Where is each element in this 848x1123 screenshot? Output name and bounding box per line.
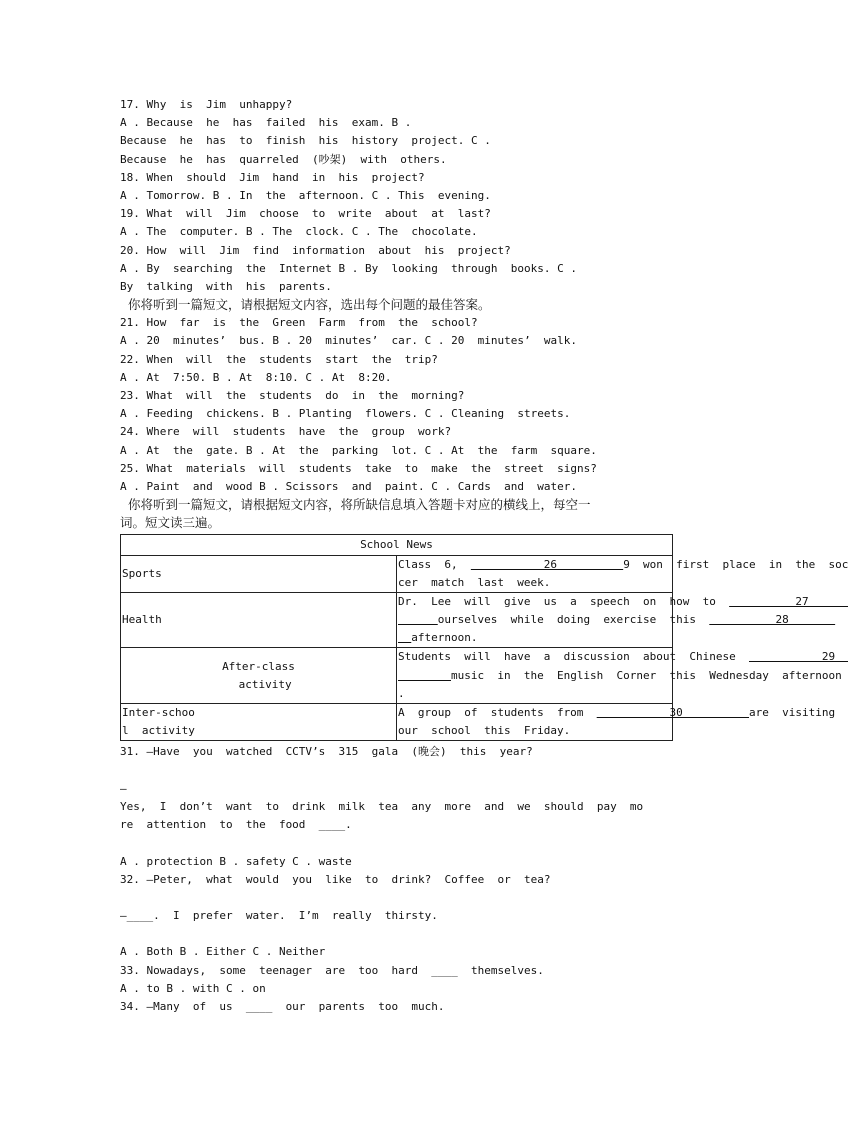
news-text: cer match last week. [398,575,551,589]
answer-blank[interactable] [398,631,411,644]
news-category: After-class activity [121,648,397,704]
text-line: By talking with his parents. [120,279,332,293]
text-line [120,762,680,780]
text-line: A . By searching the Internet B . By looking through books. C . [120,261,577,275]
news-content-line [398,629,671,647]
instruction-section-2: 你将听到一篇短文，请根据短文内容，选出每个问题的最佳答案。 [120,297,491,313]
news-content-line [398,648,848,666]
news-text: A group of students from [398,706,597,720]
instruction-section-3-line2: 词。短文读三遍。 [120,515,221,531]
text-line: 20. How will Jim find information about his project? [120,243,511,257]
text-line: 24. Where will students have the group work? [120,425,452,439]
text-line: 31. —Have you watched CCTV’s 315 gala (晚会) this year? [120,745,533,759]
table-row [121,648,673,704]
exam-page [120,96,848,1016]
text-line: 22. When will the students start the trip? [120,352,438,366]
news-text: Dr. Lee will give us a speech on how to [398,594,730,608]
answer-blank[interactable]: 27 [729,594,848,608]
answer-blank[interactable] [398,669,451,682]
text-line: 34. —Many of us ____ our parents too much. [120,1000,445,1014]
listening-questions-17-20 [120,96,680,296]
text-line: A . Because he has failed his exam. B . [120,116,412,130]
news-category: Sports [121,555,397,592]
news-category: Health [121,592,397,648]
answer-blank[interactable] [398,613,438,626]
table-row [121,555,673,592]
news-content-line [398,593,848,611]
text-line: —____. I prefer water. I’m really thirsty. [120,909,438,923]
answer-blank[interactable]: 30 [596,706,750,720]
news-content [397,592,848,648]
text-line: A . At the gate. B . At the parking lot. C . At the farm square. [120,443,597,457]
table-row [121,592,673,648]
text-line: Yes, I don’t want to drink milk tea any more and we should pay mo [120,799,644,813]
news-content-line [398,611,836,629]
text-line: A . At 7:50. B . At 8:10. C . At 8:20. [120,370,392,384]
answer-blank[interactable]: 26 [470,557,624,571]
news-content-line [398,574,671,592]
text-line: 25. What materials will students take to make the street signs? [120,461,597,475]
text-line: 23. What will the students do in the morning? [120,389,465,402]
news-content-line [398,685,671,703]
text-line: A . Feeding chickens. B . Planting flowers. C . Cleaning streets. [120,407,571,421]
news-content-line [398,722,671,740]
text-line: 33. Nowadays, some teenager are too hard ____ themselves. [120,963,544,977]
text-line: 18. When should Jim hand in his project? [120,170,425,184]
text-line [120,834,680,852]
news-text: afternoon. [411,631,478,645]
text-line: — [120,781,127,795]
news-content-line [398,667,842,685]
news-content [397,555,848,592]
text-line [120,925,680,943]
text-line: 17. Why is Jim unhappy? [120,98,293,111]
table-title: School News [121,534,673,555]
news-text: Class 6, [398,557,471,571]
text-line: Because he has to finish his history project. C . [120,134,491,148]
news-content-line [398,556,848,574]
text-line: re attention to the food ____. [120,818,352,832]
text-line: A . to B . with C . on [120,981,266,995]
text-line: 19. What will Jim choose to write about at last? [120,207,491,221]
instruction-section-3-line1: 你将听到一篇短文，请根据短文内容，将所缺信息填入答题卡对应的横线上，每空一 [120,497,591,513]
grammar-questions-31-34 [120,743,680,1016]
news-content-line [398,704,836,722]
news-text: 9 won first place in the soc [623,557,848,571]
news-category: Inter-schoo l activity [121,704,397,741]
text-line [120,889,680,907]
text-line: A . The computer. B . The clock. C . The chocolate. [120,225,478,239]
listening-questions-21-25 [120,314,680,496]
text-line: A . protection B . safety C . waste [120,854,352,868]
text-line: A . Paint and wood B . Scissors and paint. C . Cards and water. [120,479,577,493]
text-line: A . Both B . Either C . Neither [120,945,326,959]
answer-blank[interactable]: 29 [749,650,848,664]
text-line: 32. —Peter, what would you like to drink? Coffee or tea? [120,872,551,886]
text-line: A . Tomorrow. B . In the afternoon. C . This evening. [120,188,491,202]
news-text: Students will have a discussion about Chinese [398,650,749,664]
table-row [121,704,673,741]
text-line: Because he has quarreled (吵架) with others. [120,152,447,166]
news-text: our school this Friday. [398,724,571,738]
news-content [397,648,848,704]
news-text: are visiting [749,706,836,720]
news-text: . [398,686,405,700]
news-text: music in the English Corner this Wednesday afternoon [450,668,842,682]
answer-blank[interactable]: 28 [709,613,836,627]
text-line: 21. How far is the Green Farm from the school? [120,316,478,330]
text-line: A . 20 minutes’ bus. B . 20 minutes’ car. C . 20 minutes’ walk. [120,334,577,348]
news-content [397,704,836,741]
table-header-row [121,534,673,555]
school-news-table [120,534,848,742]
news-text: ourselves while doing exercise this [437,613,710,627]
